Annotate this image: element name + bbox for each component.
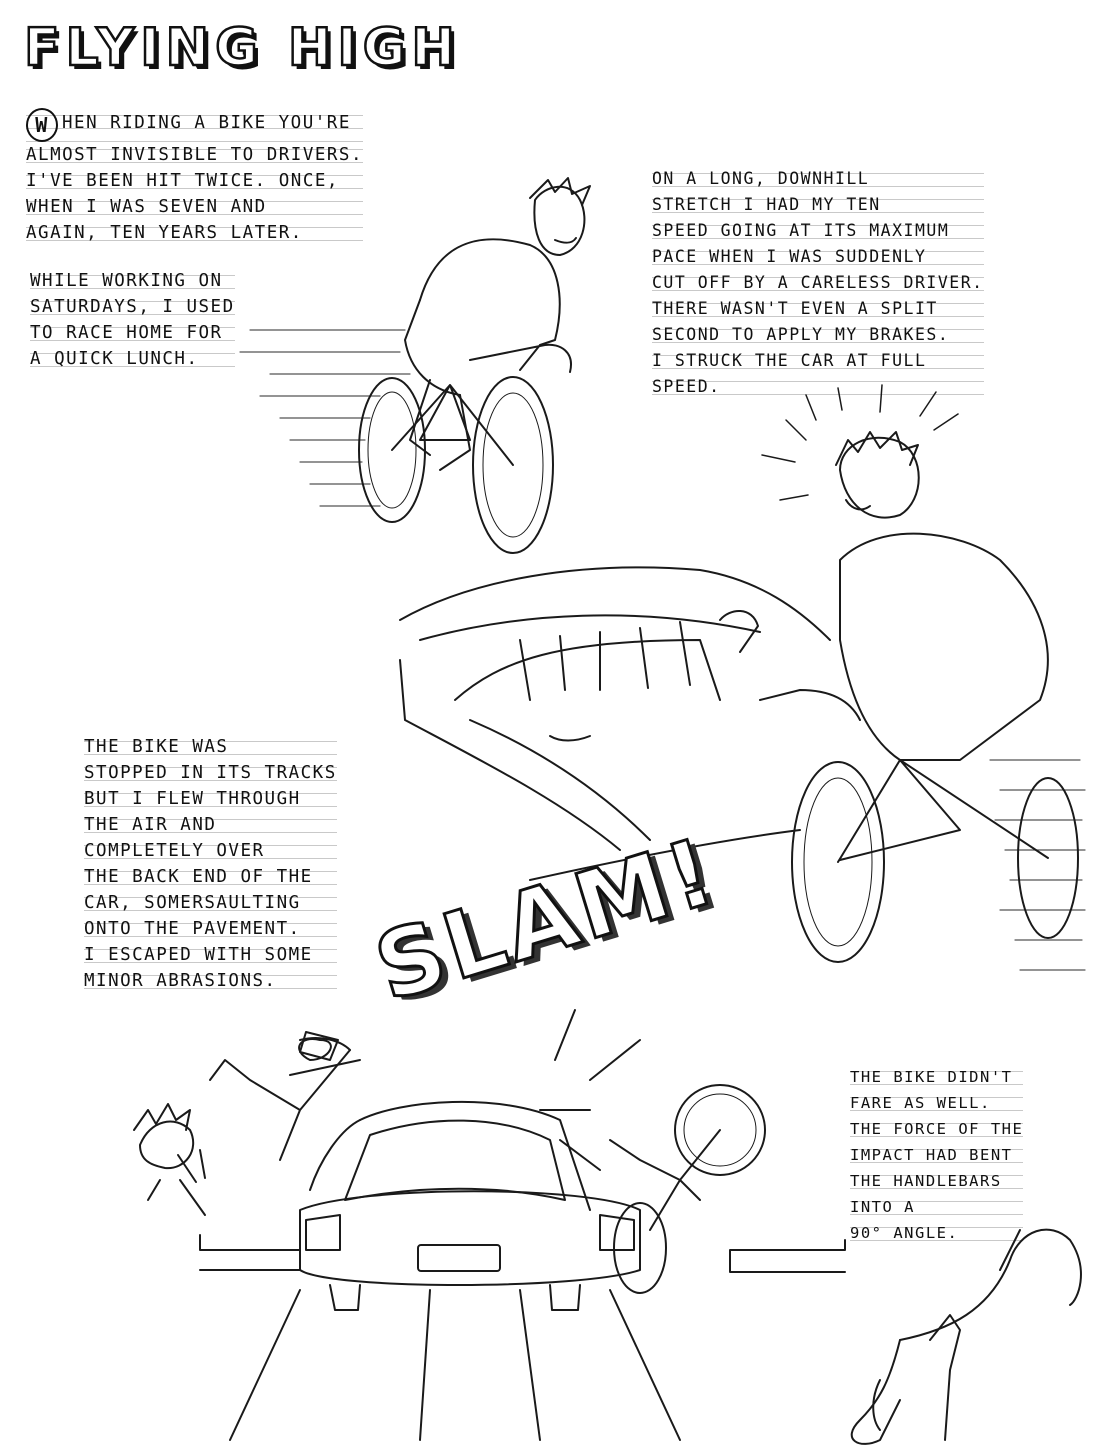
caption-intro: W HEN RIDING A BIKE YOU'RE ALMOST INVISIBLE TO DRIVERS. I'VE BEEN HIT TWICE. ONCE, WHEN I WAS SEVEN AND AGAIN, TEN YEARS LATER. bbox=[26, 108, 363, 246]
caption-downhill: ON A LONG, DOWNHILL STRETCH I HAD MY TEN SPEED GOING AT ITS MAXIMUM PACE WHEN I WAS SUDDENLY CUT OFF BY A CARELESS DRIVER. THERE WASN'T EVEN A SPLIT SECOND TO APPLY MY BRAKES. I STRUCK THE CAR AT FULL SPEED. bbox=[652, 166, 984, 400]
caption-flight: THE BIKE WAS STOPPED IN ITS TRACKS BUT I FLEW THROUGH THE AIR AND COMPLETELY OVER THE BACK END OF THE CAR, SOMERSAULTING ONTO THE PAVEMENT. I ESCAPED WITH SOME MINOR ABRASIONS. bbox=[84, 734, 337, 994]
sound-effect-slam: SLAM! bbox=[363, 817, 730, 1022]
drop-cap: W bbox=[26, 108, 58, 142]
cyclist-riding-illustration bbox=[240, 178, 590, 553]
page-title: FLYING HIGH bbox=[24, 18, 461, 78]
caption-saturday: WHILE WORKING ON SATURDAYS, I USED TO RACE HOME FOR A QUICK LUNCH. bbox=[30, 268, 235, 372]
crash-illustration bbox=[134, 1010, 1081, 1444]
caption-aftermath: THE BIKE DIDN'T FARE AS WELL. THE FORCE OF THE IMPACT HAD BENT THE HANDLEBARS INTO A 90° ANGLE. bbox=[850, 1064, 1023, 1246]
